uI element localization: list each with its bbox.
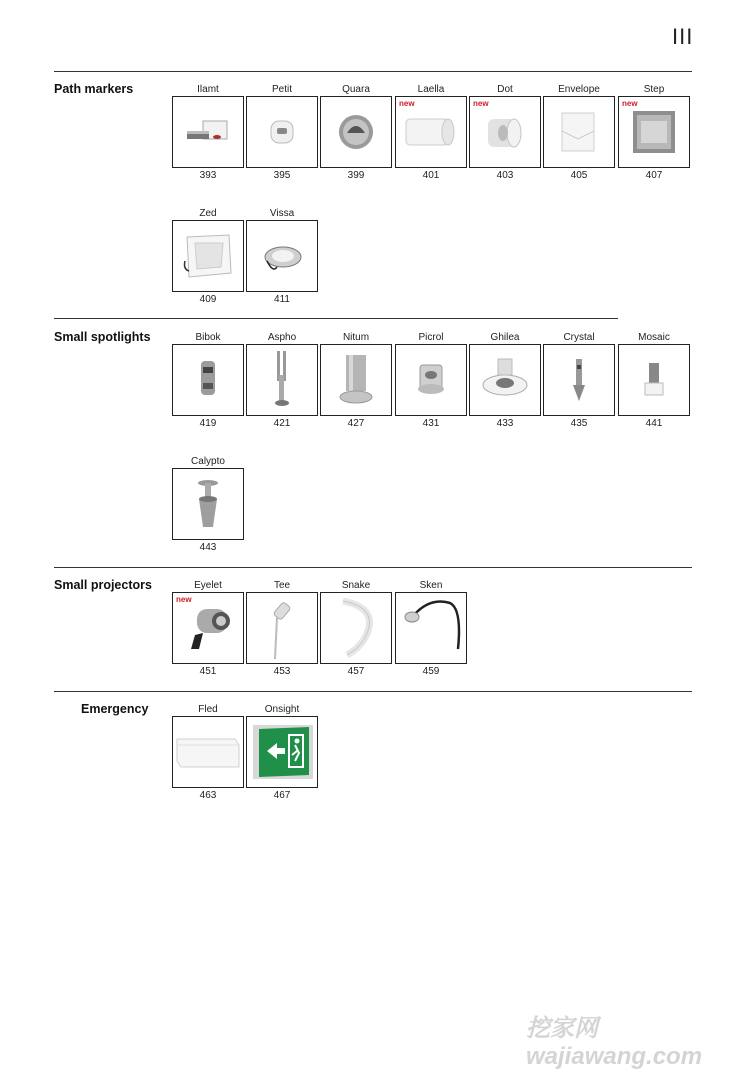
product-thumbnail [469,344,541,416]
product-page-number: 441 [645,418,663,429]
product-page-number: 443 [199,542,217,553]
product-thumbnail [246,220,318,292]
fled-image [173,717,243,787]
product-name: Dot [497,84,513,95]
product-page-number: 451 [199,666,217,677]
page-marker: III [672,24,694,49]
product-name: Vissa [269,208,295,219]
new-badge: new [473,99,489,108]
product-page-number: 407 [645,170,663,181]
envelope-image [544,97,614,167]
product-tile-vissa[interactable] [246,208,318,304]
product-name: Picrol [418,332,444,343]
product-tile-fled[interactable] [172,704,244,800]
mosaic-image [619,345,689,415]
product-thumbnail [395,96,467,168]
product-name: Calypto [191,456,225,467]
tee-image [247,593,317,663]
product-tile-mosaic[interactable] [618,332,690,428]
product-thumbnail [246,716,318,788]
new-badge: new [176,595,192,604]
product-thumbnail [320,592,392,664]
product-thumbnail [320,344,392,416]
bibok-image [173,345,243,415]
ilamt-image [173,97,243,167]
product-name: Laella [417,84,445,95]
product-thumbnail [172,716,244,788]
product-thumbnail [172,468,244,540]
product-page-number: 395 [273,170,291,181]
product-tile-ghilea[interactable] [469,332,541,428]
product-thumbnail [246,592,318,664]
product-name: Zed [199,208,217,219]
product-name: Envelope [558,84,600,95]
section-divider [54,318,618,319]
product-tile-bibok[interactable] [172,332,244,428]
product-thumbnail [172,96,244,168]
product-page-number: 411 [274,294,290,305]
section-title-path-markers: Path markers [54,82,134,96]
product-name: Ghilea [490,332,520,343]
product-tile-laella[interactable] [395,84,467,180]
nitum-image [321,345,391,415]
petit-image [247,97,317,167]
product-thumbnail [543,96,615,168]
product-name: Tee [273,580,291,591]
section-title-small-projectors: Small projectors [54,578,152,592]
product-tile-zed[interactable] [172,208,244,304]
product-page-number: 433 [496,418,514,429]
product-tile-nitum[interactable] [320,332,392,428]
product-name: Step [643,84,665,95]
crystal-image [544,345,614,415]
snake-image [321,593,391,663]
zed-image [173,221,243,291]
product-page-number: 459 [422,666,440,677]
product-name: Crystal [563,332,595,343]
aspho-image [247,345,317,415]
product-page-number: 463 [199,790,217,801]
exit-sign-icon [247,717,317,787]
new-badge: new [622,99,638,108]
product-tile-ilamt[interactable] [172,84,244,180]
product-tile-sken[interactable] [395,580,467,676]
product-tile-eyelet[interactable] [172,580,244,676]
section-title-emergency: Emergency [81,702,149,716]
product-name: Eyelet [194,580,222,591]
product-page-number: 401 [422,170,440,181]
product-name: Bibok [195,332,221,343]
product-page-number: 427 [347,418,365,429]
picrol-image [396,345,466,415]
product-name: Snake [341,580,371,591]
product-tile-step[interactable] [618,84,690,180]
product-tile-quara[interactable] [320,84,392,180]
product-page-number: 409 [199,294,217,305]
product-thumbnail [543,344,615,416]
product-page-number: 453 [273,666,291,677]
product-page-number: 403 [496,170,514,181]
ghilea-image [470,345,540,415]
product-thumbnail [395,344,467,416]
section-title-small-spotlights: Small spotlights [54,330,151,344]
product-tile-snake[interactable] [320,580,392,676]
product-page-number: 419 [199,418,217,429]
product-name: Nitum [342,332,370,343]
site-watermark: 挖家网 wajiawang.com [526,1015,703,1070]
new-badge: new [399,99,415,108]
product-page-number: 399 [347,170,365,181]
product-name: Onsight [264,704,300,715]
product-thumbnail [246,344,318,416]
product-name: Mosaic [638,332,670,343]
product-page-number: 393 [199,170,217,181]
product-name: Sken [419,580,443,591]
calypto-image [173,469,243,539]
product-thumbnail [172,592,244,664]
product-page-number: 405 [570,170,588,181]
product-thumbnail [246,96,318,168]
product-name: Ilamt [197,84,219,95]
product-name: Petit [271,84,292,95]
product-page-number: 431 [422,418,440,429]
product-thumbnail [618,344,690,416]
product-tile-picrol[interactable] [395,332,467,428]
product-thumbnail [618,96,690,168]
section-divider [54,71,692,72]
product-tile-petit[interactable] [246,84,318,180]
product-tile-envelope[interactable] [543,84,615,180]
section-divider [54,567,692,568]
product-name: Aspho [267,332,297,343]
product-name: Quara [342,84,370,95]
product-thumbnail [395,592,467,664]
section-divider [54,691,692,692]
product-thumbnail [172,344,244,416]
product-tile-crystal[interactable] [543,332,615,428]
sken-image [396,593,466,663]
product-tile-onsight[interactable] [246,704,318,800]
product-thumbnail [320,96,392,168]
product-tile-dot[interactable] [469,84,541,180]
quara-image [321,97,391,167]
product-page-number: 457 [347,666,365,677]
product-page-number: 435 [570,418,588,429]
product-thumbnail [469,96,541,168]
vissa-image [247,221,317,291]
product-page-number: 421 [273,418,291,429]
product-thumbnail [172,220,244,292]
product-page-number: 467 [273,790,291,801]
product-tile-tee[interactable] [246,580,318,676]
product-tile-calypto[interactable] [172,456,244,552]
product-name: Fled [198,704,218,715]
product-tile-aspho[interactable] [246,332,318,428]
